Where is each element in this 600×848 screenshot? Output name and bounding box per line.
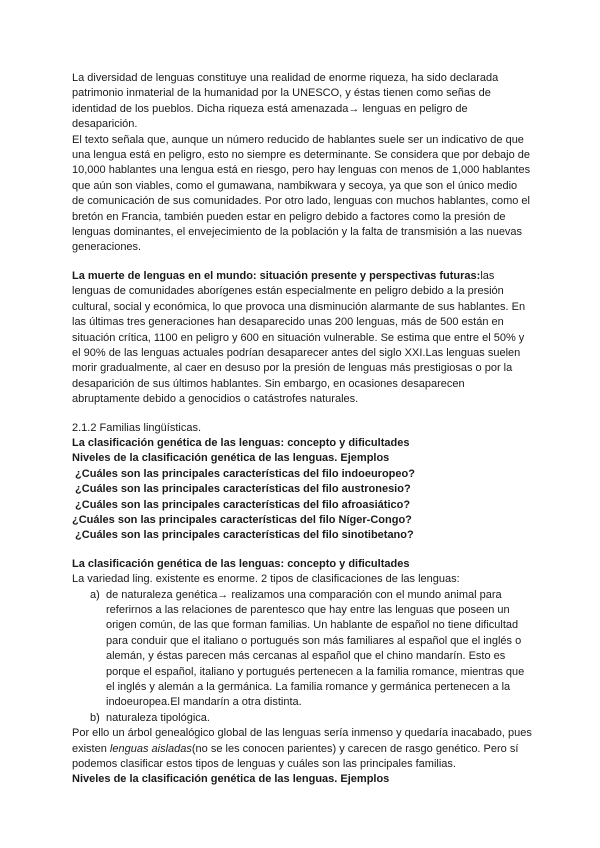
- muerte-body: las lenguas de comunidades aborígenes están especialmente en peligro debido a la presión cultural, social y económica, lo que provoca una disminución alarmante de sus hablantes. En las últimas tres generaciones han desaparecido unas 200 lenguas, más de 500 están en situación crítica, 1100 en peligro y 600 en situación vulnerable. Se estima que entre el 50% y el 90% de las lenguas actuales podrían desaparecer antes del siglo XXI.Las lenguas suelen morir gradualmente, al caer en desuso por la presión de lenguas más prestigiosas o por la desaparición de sus últimos hablantes. Sin embargo, en ocasiones desaparecen abruptamente debido a genocidios o catástrofes naturales.: [72, 269, 526, 406]
- familias-section-title: 2.1.2 Familias lingüísticas.: [72, 421, 201, 434]
- familias-item: ¿Cuáles son las principales características del filo afroasiático?: [72, 498, 411, 511]
- lenguas-aisladas-term: lenguas aisladas: [109, 742, 192, 755]
- list-item: [72, 588, 532, 711]
- familias-item: La clasificación genética de las lenguas: concepto y dificultades: [72, 436, 410, 449]
- muerte-heading: La muerte de lenguas en el mundo: situación presente y perspectivas futuras:: [72, 269, 481, 282]
- familias-item: Niveles de la clasificación genética de las lenguas. Ejemplos: [72, 452, 390, 465]
- familias-item: ¿Cuáles son las principales características del filo austronesio?: [72, 483, 411, 496]
- muerte-paragraph: [72, 269, 532, 408]
- clasificacion-closing: [72, 726, 532, 772]
- list-item-text: naturaleza tipológica.: [106, 711, 210, 724]
- intro-paragraph-1: La diversidad de lenguas constituye una realidad de enorme riqueza, ha sido declarada patrimonio inmaterial de la humanidad por la UNESCO, y éstas tienen como señas de identidad de los pueblos. Dicha riqueza está amenazada→ lenguas en peligro de desaparición.: [72, 72, 499, 131]
- document-body: [72, 71, 532, 788]
- intro-paragraph-2: El texto señala que, aunque un número reducido de hablantes suele ser un indicativo de que una lengua está en peligro, esto no siempre es determinante. Se considera que por debajo de 10,000 hablantes una lengua está en riesgo, pero hay lenguas con menos de 1,000 hablantes que aún son viables, como el gumawana, nambikwara y secoya, ya que son el único medio de comunicación de sus comunidades. Por otro lado, lenguas con muchos hablantes, como el bretón en Francia, también pueden estar en peligro debido a factores como la presión de lenguas dominantes, el envejecimiento de la población y la falta de transmisión a las nuevas generaciones.: [72, 133, 531, 254]
- familias-item: ¿Cuáles son las principales características del filo Níger-Congo?: [72, 513, 412, 526]
- list-item: [72, 711, 532, 726]
- list-marker: b): [90, 711, 100, 724]
- clasificacion-intro: La variedad ling. existente es enorme. 2 tipos de clasificaciones de las lenguas:: [72, 573, 460, 586]
- clasificacion-heading: La clasificación genética de las lenguas: concepto y dificultades: [72, 557, 410, 570]
- niveles-heading: Niveles de la clasificación genética de las lenguas. Ejemplos: [72, 773, 390, 786]
- list-item-text: de naturaleza genética→ realizamos una comparación con el mundo animal para referirnos a las relaciones de parentesco que hay entre las lenguas que poseen un origen común, de las que forman familias. Un hablante de español no tiene dificultad para conduir que el italiano o portugués son más familiares al español que el inglés o alemán, y éstas parecen más cercanas al español que el chino mandarín. Esto es porque el español, italiano y portugués pertenecen a la familia romance, mientras que el inglés y alemán a la germánica. La familia romance y germánica pertenecen a la indoeuropea.El mandarín a otra distinta.: [106, 588, 525, 709]
- familias-item: ¿Cuáles son las principales características del filo sinotibetano?: [72, 529, 414, 542]
- familias-item: ¿Cuáles son las principales características del filo indoeuropeo?: [72, 467, 415, 480]
- closing-text-end: (no se les conocen parientes) y carecen de rasgo genético. Pero sí podemos clasificar estos tipos de lenguas y cuáles son las principales familias.: [72, 742, 519, 771]
- list-marker: a): [90, 588, 100, 601]
- clasificacion-list: [72, 588, 532, 727]
- closing-text-start: Por ello un árbol genealógico global de las lenguas sería inmenso y quedaría inacabado, pues existen: [72, 727, 532, 755]
